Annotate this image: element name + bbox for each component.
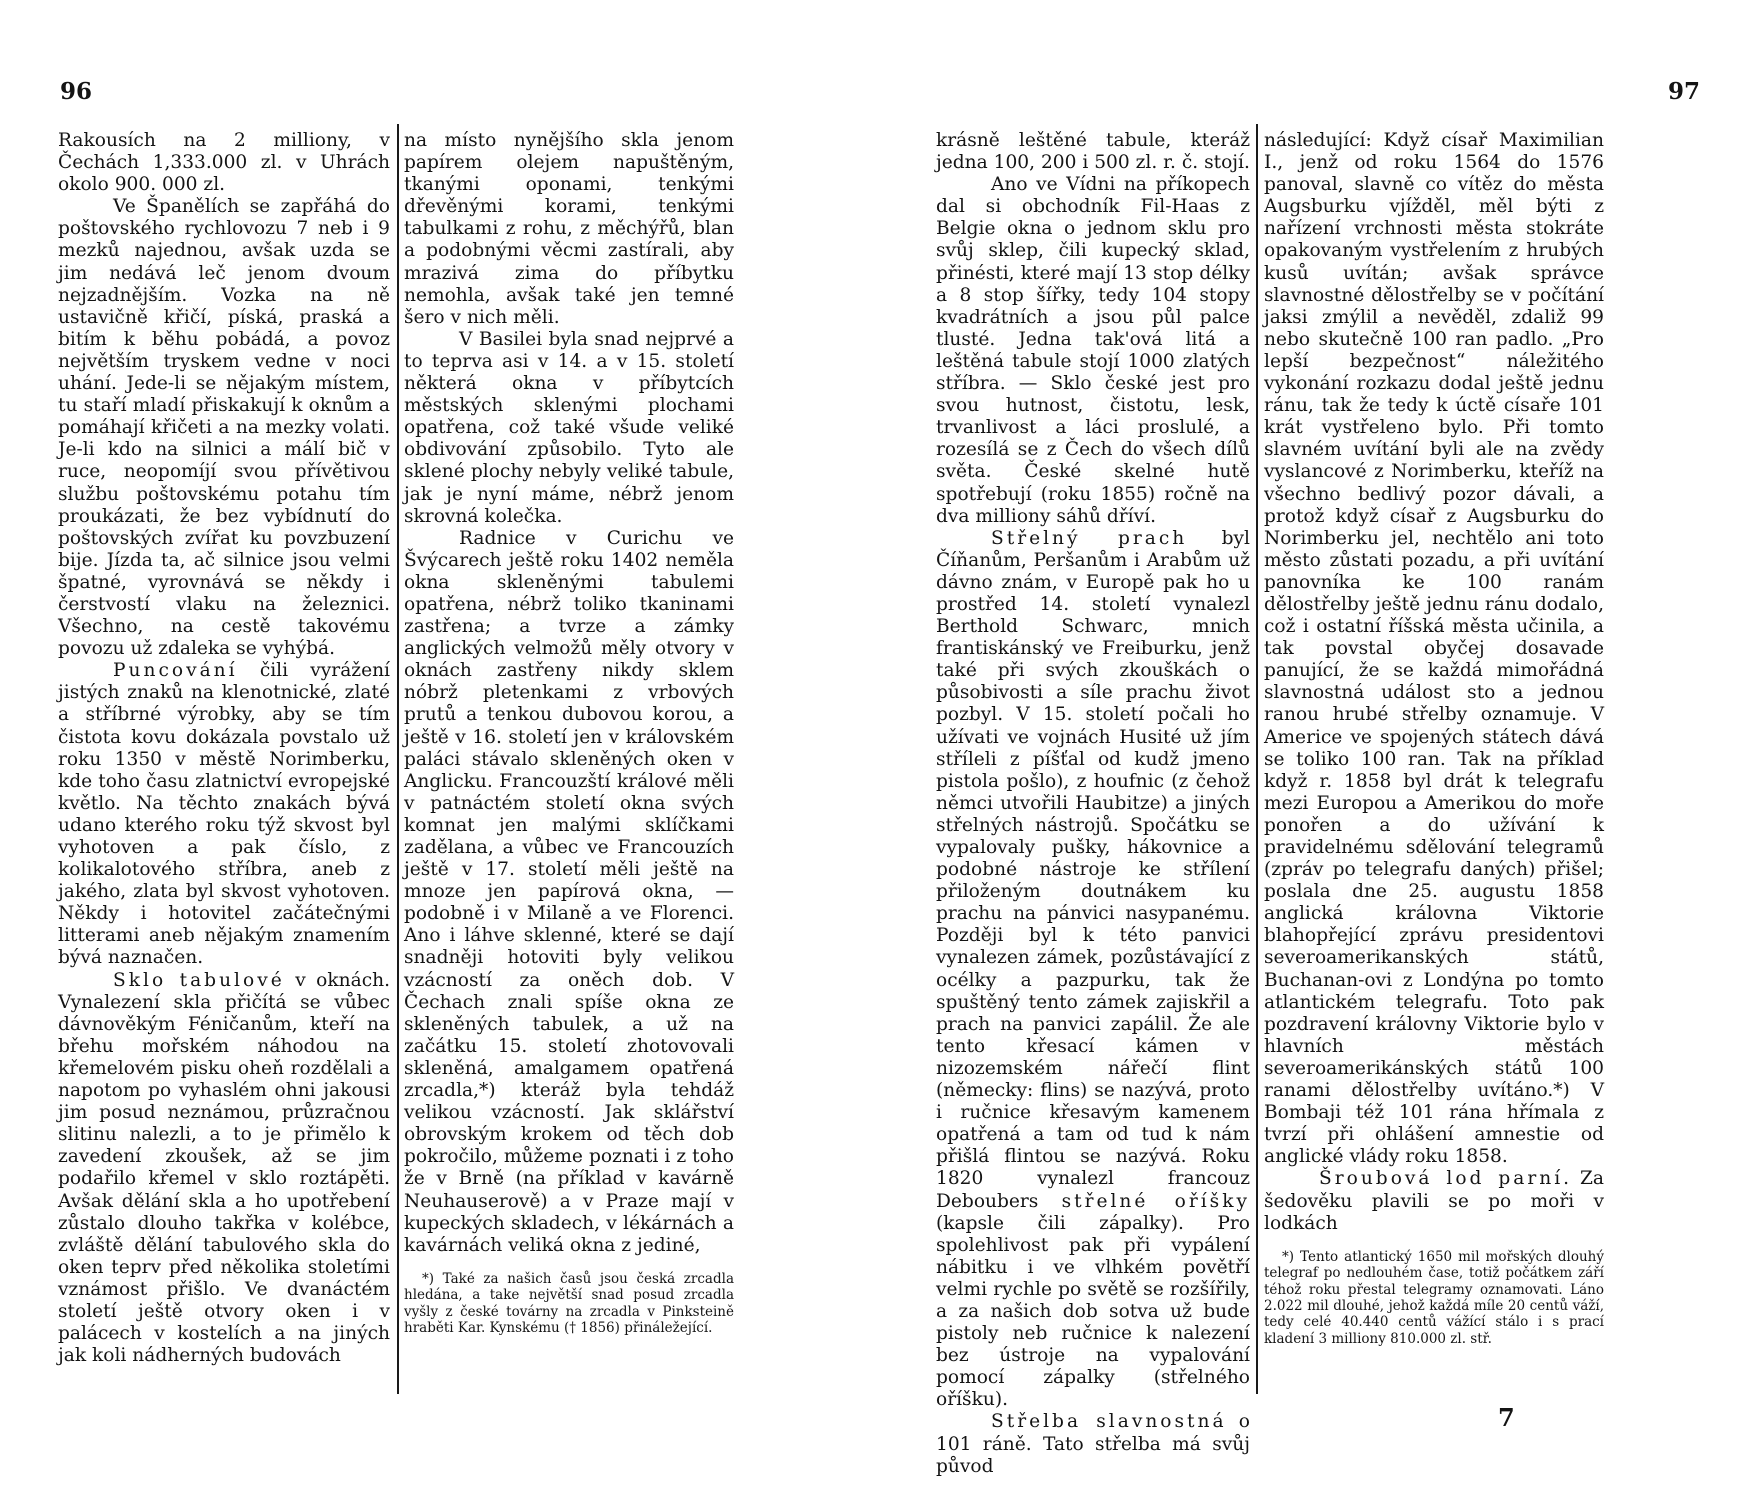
paragraph: V Basilei byla snad nejprvé a to teprva asi v 14. a v 15. století některá okna v příbytcích městských sklenými plochami opatřena, což také všude veliké obdivování způsobilo. Tyto ale sklené plochy nebyly veliké tabule, jak je nyní máme, nébrž jenom skrovná kolečka.	[404, 328, 734, 527]
page-number-96: 96	[60, 78, 93, 105]
paragraph: následující: Když císař Maximilian I., jenž od roku 1564 do 1576 panoval, slavně co vítěz do města Augsburku vjížděl, měl býti z nařízení vrchnosti města stokráte opakovaným vystřelením z hrubých kusů uvítán; avšak správce slavnostné dělostřelby se v počítání jaksi zmýlil a nevěděl, zdaliž 99 nebo skutečně 100 ran padlo. „Pro lepší bezpečnost“ náležitého vykonání rozkazu dodal ještě jednu ránu, tak že tedy k úctě císaře 101 krát vystřeleno bylo. Při tomto slavném uvítání byli ale na zvědy vyslancové z Norimberku, kteříž na všechno bedlivý pozor dávali, a protož když císař z Augsburku do Norimberku jel, nechtělo ani toto město zůstati pozadu, a při uvítání panovníka ke 100 ranám dělostřelby ještě jednu ránu dodalo, což i ostatní říšská města učinila, a tak povstal obyčej dosavade panující, že se každá mimořádná slavnostná událost sto a jednou ranou hrubé střelby oznamuje. V Americe ve spojených státech dává se toliko 100 ran. Tak na příklad když r. 1858 byl drát k telegrafu mezi Europou a Amerikou do moře ponořen a do užívání k pravidelnému sdělování telegramů (zpráv po telegrafu daných) přišel; poslala dne 25. augustu 1858 anglická královna Viktorie blahopřející zprávu presidentovi severoamerikanských států, Buchanan-ovi z Londýna po tomto atlantickém telegrafu. Toto pak pozdravení královny Viktorie bylo v hlavních městách severoamerikánských států 100 ranami dělostřelby uvítáno.*) V Bombaji též 101 rána hřímala z tvrzí při ohlášení amnestie od anglické vlády roku 1858.	[1264, 130, 1604, 1168]
paragraph: Střelný prach byl Číňanům, Peršanům i Arabům už dávno znám, v Europě pak ho u prostřed 14. století vynalezl Berthold Schwarc, mnich frantiskánský ve Freiburku, jenž také při svých zkouškách o působivosti a síle prachu život pozbyl. V 15. století počali ho užívati ve vojnách Husité už jím stříleli z píšťal od kudž jmeno pistola pošlo), z houfnic (z čehož němci utvořili Haubitze) a jiných střelných nástrojů. Spočátku se vypalovaly pušky, hákovnice a podobné nástroje ke střílení přiloženým doutnákem ku prachu na pánvici nasypanému. Později byl k této panvici vynalezen zámek, pozůstávající z océlky a pazpurku, tak že spuštěný tento zámek zajiskřil a prach na panvici zapálil. Že ale tento křesací kámen v nizozemském nářečí flint (německy: flins) se nazývá, proto i ručnice křesavým kamenem opatřená a tam od tud k nám přišlá flintou se nazývá. Roku 1820 vynalezl francouz Deboubers střelné oříšky (kapsle čili zápalky). Pro spolehlivost pak při vypálení nábitku i ve vlhkém povětří velmi rychle po světě se rozšířily, a za našich dob sotva už bude pistoly neb ručnice k nalezení bez ústroje na vypalování pomocí zápalky (střelného oříšku).	[936, 527, 1250, 1411]
column-divider	[397, 124, 399, 1394]
paragraph: krásně leštěné tabule, kteráž jedna 100, 200 i 500 zl. r. č. stojí.	[936, 130, 1250, 174]
paragraph: na místo nynějšího skla jenom papírem olejem napuštěným, tkanými oponami, tenkými dřevěnými korami, tenkými tabulkami z rohu, z měchýřů, blan a podobnými věcmi zastírali, aby mrazivá zima do příbytku nemohla, avšak také jen temné šero v nich měli.	[404, 130, 734, 328]
section-heading: střelné oříšky	[1061, 1190, 1250, 1212]
footnote	[1264, 1235, 1604, 1347]
section-heading: Šroubová lod parní	[1319, 1168, 1564, 1190]
paragraph: Střelba slavnostná o 101 ráně. Tato střelba má svůj původ	[936, 1411, 1250, 1477]
page-number-97: 97	[1668, 78, 1701, 105]
right-page	[874, 0, 1748, 1500]
right-page-column-2	[1264, 130, 1604, 1450]
footnote	[404, 1257, 734, 1337]
paragraph: Rakousích na 2 milliony, v Čechách 1,333.000 zl. v Uhrách okolo 900. 000 zl.	[58, 130, 390, 196]
column-divider	[1256, 124, 1258, 1394]
section-heading: Puncování	[113, 660, 238, 682]
paragraph: Sklo tabulové v oknách. Vynalezení skla přičítá se vůbec dávnověkým Féničanům, kteří na břehu mořském náhodou na křemelovém pisku oheň rozdělali a napotom po vyhaslém ohni jakousi jim posud neznámou, průzračnou slitinu nalezli, a to je přimělo k zavedení zkoušek, až se jim podařilo křemel v sklo roztápěti. Avšak dělání skla a ho upotřebení zůstalo dlouho takřka v kolébce, zvláště dělání tabulového skla do oken teprv před několika stoletími vznámost přišlo. Ve dvanáctém století ještě otvory oken i v palácech v kostelích a na jiných jak koli nádherných budovách	[58, 969, 390, 1367]
section-heading: Sklo tabulové	[113, 969, 285, 991]
left-page-column-2	[404, 130, 734, 1450]
paragraph: Šroubová lod parní. Za šedověku plavili se po moři v lodkách	[1264, 1168, 1604, 1234]
paragraph: Puncování čili vyrážení jistých znaků na klenotnické, zlaté a stříbrné výrobky, aby se tím čistota kovu dokázala povstalo už roku 1350 v městě Norimberku, kde toho času zlatnictví evropejské květlo. Na těchto znakách bývá udano kterého roku týž skvost byl vyhotoven a pak číslo, z kolikalotového stříbra, aneb z jakého, zlata byl skvost vyhotoven. Někdy i hotovitel začátečnými litterami aneb nějakým znamením bývá naznačen.	[58, 660, 390, 969]
paragraph: Ve Španělích se zapřáhá do poštovského rychlovozu 7 neb i 9 mezků najednou, avšak uzda se jim nedává leč jenom dvoum nejzadnějším. Vozka na ně ustavičně křičí, píská, praská a bitím k běhu pobádá, a povoz největším tryskem vedne v noci uhání. Jede-li se nějakým místem, tu staří mladí přiskakují k oknům a pomáhají křičeti a na mezky volati. Je-li kdo na silnici a málí bič v ruce, neopomíjí svou přívětivou službu poštovskému potahu tím proukázati, že bez vybídnutí do poštovských zvířat ku povzbuzení bije. Jízda ta, ač silnice jsou velmi špatné, vyrovnává se někdy i čerstvostí vlaku na železnici. Všechno, na cestě takovému povozu už zdaleka se vyhýbá.	[58, 196, 390, 660]
left-page-column-1	[58, 130, 390, 1450]
footnote-text: *) Tento atlantický 1650 mil mořských dlouhý telegraf po nedlouhém čase, totiž počátkem září téhož roku přestal telegramy oznamovati. Láno 2.022 mil dlouhé, jehož každá míle 20 centů váží, tedy celé 40.440 centů vážící stálo i s prací kladení 3 milliony 810.000 zl. stř.	[1264, 1248, 1604, 1347]
section-heading: Střelný prach	[991, 527, 1188, 549]
footnote-text: *) Také za našich časů jsou česká zrcadla hledána, a take největší snad posud zrcadla vyšly z české továrny na zrcadla v Pinksteině hraběti Kar. Kynskému († 1856) přináležející.	[404, 1270, 734, 1336]
paragraph: Ano ve Vídni na příkopech dal si obchodník Fil-Haas z Belgie okna o jednom sklu pro svůj sklep, čili kupecký sklad, přinésti, které mají 13 stop délky a 8 stop šířky, tedy 104 stopy kvadrátních a jsou půl palce tlusté. Jedna tak'ová litá a leštěná tabule stojí 1000 zlatých stříbra. — Sklo české jest pro svou hutnost, čistotu, lesk, trvanlivost a láci proslulé, a rozesílá se z Čech do všech dílů světa. České skelné hutě spotřebují (roku 1855) ročně na dva milliony sáhů dříví.	[936, 174, 1250, 527]
section-heading: Střelba slavnostná	[991, 1411, 1227, 1433]
signature-mark: 7	[1498, 1403, 1515, 1432]
paragraph: Radnice v Curichu ve Švýcarech ještě roku 1402 neměla okna skleněnými tabulemi opatřena, nébrž toliko tkaninami zastřena; a tvrze a zámky anglických velmožů měly otvory v oknách zastřeny nikdy sklem nóbrž pletenkami z vrbových prutů a tenkou dubovou korou, a ještě v 16. století jen v královském paláci stávalo skleněných oken v Anglicku. Francouzští králové měli v patnáctém století okna svých komnat jen malými sklíčkami zadělana, a vůbec ve Francouzích ještě v 17. století měli ještě na mnoze jen papírová okna, — podobně i v Milaně a ve Florenci. Ano i láhve sklenné, které se dají snadněji hotoviti byly velikou vzácností za oněch dob. V Čechach znali spíše okna ze skleněných tabulek, a už na začátku 15. století zhotovovali skleněná, amalgamem opatřená zrcadla,*) kteráž byla tehdáž velikou vzácností. Jak sklářství obrovským krokem od těch dob pokročilo, můžeme poznati i z toho že v Brně (na příklad v kavárně Neuhauserově) a v Praze mají v kupeckých skladech, v lékárnách a kavárnách veliká okna z jediné,	[404, 527, 734, 1256]
right-page-column-1	[936, 130, 1250, 1477]
